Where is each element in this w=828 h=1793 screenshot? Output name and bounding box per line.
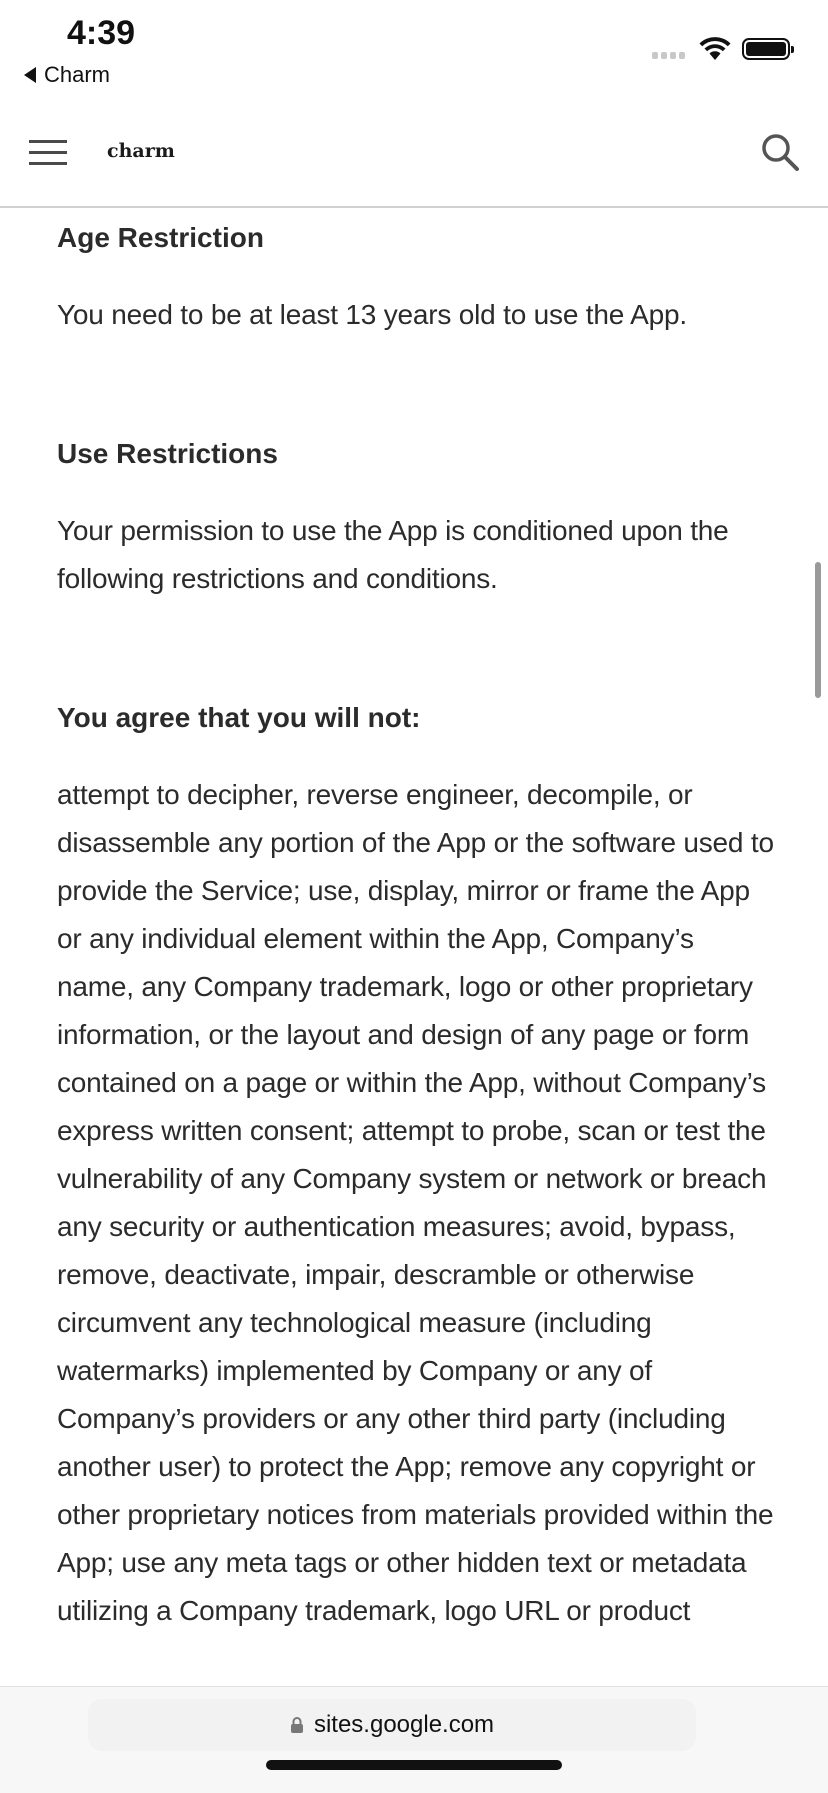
agreement-text: attempt to decipher, reverse engineer, decompile, or disassemble any portion of the App or the software used to provide the Service; use, display, mirror or frame the App or any individual element within the App, Company’s name, any Company trademark, logo or other proprietary information, or the layout and design of any page or form contained on a page or within the App, without Company’s express written consent; attempt to probe, scan or test the vulnerability of any Company system or network or breach any security or authentication measures; avoid, bypass, remove, deactivate, impair, descramble or otherwise circumvent any technological measure (including watermarks) implemented by Company or any of Company’s providers or any other third party (including another user) to protect the App; remove any copyright or other proprietary notices from materials provided within the App; use any meta tags or other hidden text or metadata utilizing a Company trademark, logo URL or product bbox=[57, 779, 774, 1626]
browser-url-bar bbox=[0, 1686, 828, 1793]
use-restrictions-heading: Use Restrictions bbox=[57, 438, 278, 469]
home-indicator bbox=[266, 1760, 562, 1770]
status-bar bbox=[0, 0, 828, 100]
site-name[interactable]: charm bbox=[107, 140, 175, 162]
back-arrow-icon bbox=[24, 67, 36, 83]
age-restriction-heading: Age Restriction bbox=[57, 222, 264, 253]
battery-icon bbox=[742, 38, 790, 60]
url-field[interactable] bbox=[88, 1699, 696, 1751]
back-app-label: Charm bbox=[44, 62, 111, 87]
search-icon[interactable] bbox=[760, 132, 800, 172]
hamburger-menu-icon[interactable] bbox=[29, 138, 67, 166]
back-to-app-button[interactable] bbox=[24, 62, 110, 88]
cellular-signal-icon bbox=[652, 52, 685, 59]
age-restriction-text: You need to be at least 13 years old to use the App. bbox=[57, 299, 687, 330]
agreement-heading: You agree that you will not: bbox=[57, 702, 421, 733]
page-content bbox=[57, 206, 777, 1686]
lock-icon bbox=[290, 1716, 304, 1734]
site-header bbox=[0, 100, 828, 208]
url-text: sites.google.com bbox=[313, 1711, 495, 1738]
wifi-icon bbox=[698, 36, 732, 62]
use-restrictions-text: Your permission to use the App is conditioned upon the following restrictions and conditions. bbox=[57, 515, 729, 594]
status-time: 4:39 bbox=[67, 14, 136, 52]
scrollbar[interactable] bbox=[815, 562, 821, 698]
